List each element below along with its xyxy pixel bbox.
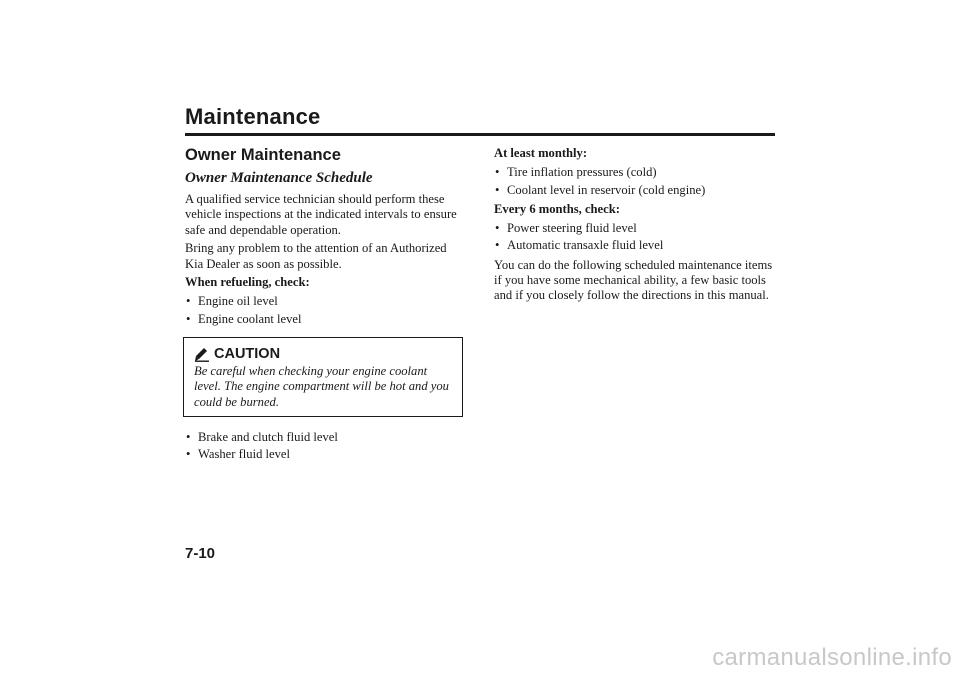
refuel-label: When refueling, check: <box>185 275 310 290</box>
header-rule <box>185 133 775 136</box>
refuel-list <box>185 293 467 327</box>
list-item: • Automatic transaxle fluid level <box>494 237 776 254</box>
list-item: • Brake and clutch fluid level <box>185 429 467 446</box>
list-item: • Coolant level in reservoir (cold engine) <box>494 182 776 199</box>
list-item: • Engine oil level <box>185 293 467 310</box>
left-column <box>185 146 467 466</box>
list-item: • Washer fluid level <box>185 446 467 463</box>
subsection-title: Owner Maintenance Schedule <box>185 170 373 186</box>
page-header-title: Maintenance <box>185 104 321 129</box>
intro-paragraph: A qualified service technician should perform these vehicle inspections at the indicated intervals to ensure safe and dependable operation. <box>185 192 457 237</box>
monthly-list <box>494 164 776 198</box>
dealer-paragraph: Bring any problem to the attention of an Authorized Kia Dealer as soon as possible. <box>185 241 447 271</box>
six-month-list <box>494 220 776 254</box>
section-title: Owner Maintenance <box>185 146 341 164</box>
watermark-text: carmanualsonline.info <box>712 644 952 671</box>
more-check-list <box>185 429 467 463</box>
right-column <box>494 146 776 307</box>
caution-text: Be careful when checking your engine coolant level. The engine compartment will be hot and you could be burned. <box>194 363 449 409</box>
monthly-label: At least monthly: <box>494 146 588 160</box>
caution-header <box>194 346 452 362</box>
list-item: • Engine coolant level <box>185 311 467 328</box>
closing-paragraph: You can do the following scheduled maintenance items if you have some mechanical ability, a few basic tools and if you closely follow the directions in this manual. <box>494 257 773 303</box>
caution-label: CAUTION <box>214 345 281 362</box>
six-month-label: Every 6 months, check: <box>494 201 620 216</box>
list-item: • Tire inflation pressures (cold) <box>494 164 776 181</box>
list-item: • Power steering fluid level <box>494 220 776 237</box>
page-number: 7-10 <box>185 545 216 562</box>
caution-pencil-icon <box>194 346 210 362</box>
caution-box <box>183 337 463 417</box>
